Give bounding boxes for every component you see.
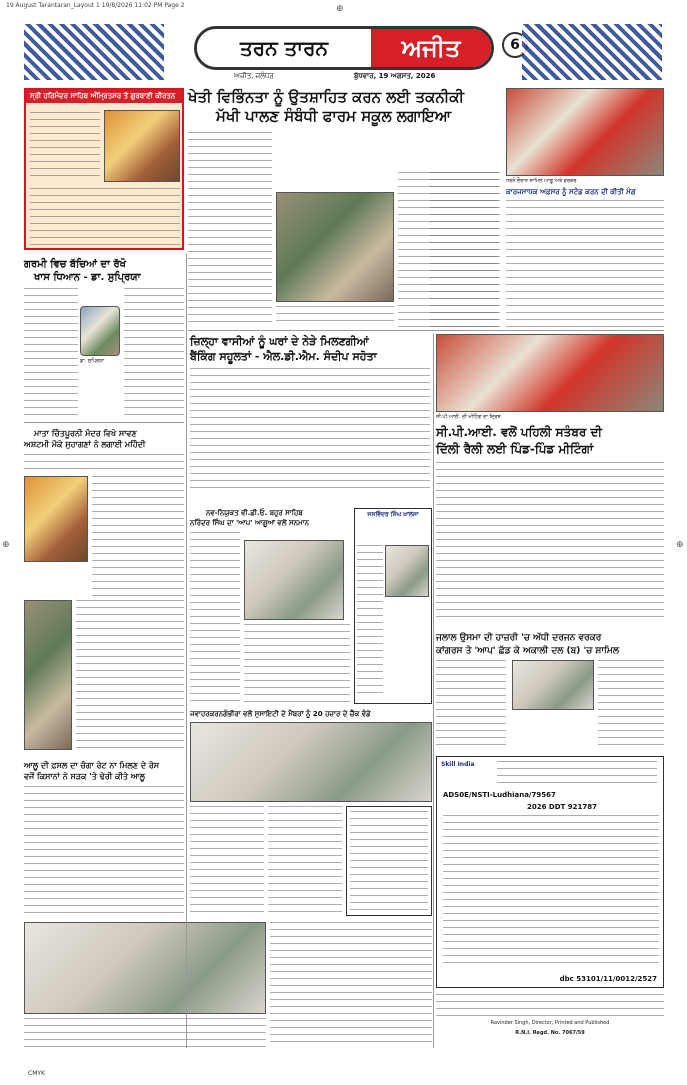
article-6-headline bbox=[436, 632, 664, 658]
mehndi-photo bbox=[24, 476, 88, 562]
article-7-text bbox=[190, 532, 240, 704]
crop-mark-icon: ⊕ bbox=[336, 4, 344, 14]
article-4-text bbox=[190, 368, 430, 488]
akali-joining-photo bbox=[512, 660, 594, 710]
page-info-strip: 19 August Tarantaran_Layout 1 19/8/2026 11:02 PM Page 2 bbox=[6, 2, 185, 9]
obituary-portrait bbox=[385, 545, 429, 597]
crop-mark-icon: ⊕ bbox=[676, 540, 684, 550]
article-9-headline: ਜਵਾਹਰਕਰਨਗੰਭੀਰਾ ਵਲੋਂ ਸੁਸਾਇਟੀ ਦੇ ਮੈਂਬਰਾਂ ਨੂੰ 20 ਹਜ਼ਾਰ ਦੇ ਚੈੱਕ ਵੰਡੇ bbox=[190, 710, 371, 718]
article-5-text bbox=[436, 462, 664, 620]
article-4-headline bbox=[190, 334, 430, 364]
publisher-text bbox=[436, 994, 664, 1016]
article-text bbox=[430, 172, 500, 328]
column-divider bbox=[186, 254, 187, 1048]
publisher-registration: R.N.I. Regd. No. 7067/59 bbox=[515, 1030, 585, 1036]
obituary-text bbox=[357, 545, 383, 695]
ad-text bbox=[30, 188, 180, 246]
article-6-headline-line-2: ਕਾਂਗਰਸ ਤੇ 'ਆਪ' ਛੱਡ ਕੇ ਅਕਾਲੀ ਦਲ (ਬ) 'ਚ ਸ਼ਾਮਿਲ bbox=[436, 646, 619, 656]
article-10-headline-line-1: ਆਲੂ ਦੀ ਫ਼ਸਲ ਦਾ ਚੰਗਾ ਰੇਟ ਨਾ ਮਿਲਣ ਦੇ ਰੋਸ bbox=[24, 761, 160, 770]
article-11-headline: ਕਾਰਜਸਾਧਕ ਅਫ਼ਸਰ ਨੂੰ ਸਟੰਡ ਕਰਨ ਦੀ ਕੀਤੀ ਮੰਗ bbox=[506, 188, 636, 196]
crop-mark-icon: ⊕ bbox=[2, 540, 10, 550]
classified-text bbox=[350, 811, 428, 911]
article-6-headline-line-1: ਜਲਾਲ ਉਸਮਾ ਦੀ ਹਾਜ਼ਰੀ 'ਚ ਅੱਧੀ ਦਰਜਨ ਵਰਕਰ bbox=[436, 633, 602, 643]
page-number: 6 bbox=[502, 32, 528, 58]
vdo-honour-photo bbox=[244, 540, 344, 620]
cheque-distribution-photo bbox=[190, 722, 432, 802]
row-divider bbox=[188, 330, 664, 331]
notice-header-text bbox=[497, 761, 657, 783]
article-10-headline-line-2: ਵਜੋਂ ਕਿਸਾਨਾਂ ਨੇ ਸੜਕ 'ਤੇ ਢੇਰੀ ਕੀਤੇ ਆਲੂ bbox=[24, 772, 145, 781]
doctor-portrait-caption: ਡਾ. ਸੁਪ੍ਰਿਯਾ bbox=[80, 358, 105, 364]
footer-cmyk: CMYK bbox=[28, 1070, 45, 1077]
article-text bbox=[270, 922, 432, 1048]
article-6-text bbox=[436, 660, 506, 750]
article-2-headline-line-2: ਖਾਸ ਧਿਆਨ - ਡਾ. ਸੁਪ੍ਰਿਯਾ bbox=[34, 272, 141, 283]
article-1-headline-line-1: ਖੇਤੀ ਵਿਭਿੰਨਤਾ ਨੂੰ ਉਤਸ਼ਾਹਿਤ ਕਰਨ ਲਈ ਤਕਨੀਕੀ bbox=[188, 88, 465, 106]
notice-body-text bbox=[443, 815, 659, 965]
article-4-headline-line-2: ਬੈਂਕਿੰਗ ਸਹੂਲਤਾਂ - ਐਲ.ਡੀ.ਐਮ. ਸੰਦੀਪ ਸਹੋਤਾ bbox=[190, 350, 377, 363]
masthead bbox=[24, 24, 662, 84]
article-9-text bbox=[268, 806, 342, 916]
road-potatoes-photo bbox=[24, 600, 72, 750]
gurbani-ad-title: ਸ੍ਰੀ ਹਰਿਮੰਦਰ ਸਾਹਿਬ ਅੰਮ੍ਰਿਤਸਰ ਤੋਂ ਗੁਰਬਾਣੀ ਕੀਰਤਨ bbox=[26, 90, 182, 103]
protest-photo bbox=[506, 88, 664, 176]
article-2-text bbox=[24, 288, 78, 416]
notice-date: 2026 DDT 921787 bbox=[527, 803, 597, 811]
cpi-meeting-photo bbox=[436, 334, 664, 412]
article-3-text bbox=[76, 600, 184, 750]
article-4-headline-line-1: ਜ਼ਿਲ੍ਹਾ ਵਾਸੀਆਂ ਨੂੰ ਘਰਾਂ ਦੇ ਨੇੜੇ ਮਿਲਣਗੀਆਂ bbox=[190, 335, 369, 348]
article-5-headline-line-2: ਦਿੱਲੀ ਰੈਲੀ ਲਈ ਪਿੰਡ-ਪਿੰਡ ਮੀਟਿੰਗਾਂ bbox=[436, 442, 594, 456]
protest-photo-caption: ਧਰਨੇ ਦੌਰਾਨ ਸ਼ਾਮਿਲ ਆਗੂ ਅਤੇ ਵਰਕਰ bbox=[506, 178, 577, 184]
article-5-headline-line-1: ਸੀ.ਪੀ.ਆਈ. ਵਲੋਂ ਪਹਿਲੀ ਸਤੰਬਰ ਦੀ bbox=[436, 425, 603, 439]
masthead-date: ਬੁੱਧਵਾਰ, 19 ਅਗਸਤ, 2026 bbox=[354, 72, 436, 80]
article-1-headline-line-2: ਮੱਖੀ ਪਾਲਣ ਸੰਬੰਧੀ ਫਾਰਮ ਸਕੂਲ ਲਗਾਇਆ bbox=[216, 107, 452, 125]
masthead-left-graphic bbox=[24, 24, 164, 80]
skill-india-logo: Skill India bbox=[441, 761, 475, 768]
classified-box bbox=[346, 806, 432, 916]
row-divider bbox=[24, 422, 184, 423]
article-5-headline bbox=[436, 424, 664, 458]
article-10-headline bbox=[24, 760, 184, 782]
ad-text bbox=[30, 112, 100, 182]
masthead-title: ਤਰਨ ਤਾਰਨ bbox=[197, 29, 371, 67]
masthead-right-graphic bbox=[522, 24, 662, 80]
article-1-headline bbox=[188, 88, 498, 126]
article-1-text bbox=[188, 132, 272, 328]
golden-temple-image bbox=[104, 110, 180, 182]
publisher-line: Ravinder Singh, Director, Printed and Published bbox=[490, 1020, 610, 1026]
notice-bottom-code: dbc 53101/11/0012/2527 bbox=[559, 975, 657, 983]
article-2-headline-line-1: ਗਰਮੀ ਵਿਚ ਬੱਚਿਆਂ ਦਾ ਰੱਖੋ bbox=[24, 259, 127, 270]
article-2-text bbox=[124, 288, 184, 416]
masthead-place: ਅਜੀਤ, ਜਲੰਧਰ bbox=[234, 72, 274, 80]
article-3-text bbox=[24, 454, 184, 472]
masthead-brand: ਅਜੀਤ bbox=[371, 29, 491, 67]
notice-code: ADS0E/NSTI-Ludhiana/79567 bbox=[443, 791, 556, 799]
article-7-text bbox=[244, 624, 350, 704]
article-3-text bbox=[92, 476, 184, 596]
article-1-photo bbox=[276, 192, 394, 302]
article-3-headline-line-1: ਮਾਤਾ ਚਿੰਤਪੂਰਨੀ ਮੰਦਰ ਵਿਖੇ ਸਾਵਣ bbox=[34, 429, 137, 438]
skill-india-notice bbox=[436, 756, 664, 988]
article-10-text bbox=[24, 786, 184, 916]
article-9-text bbox=[190, 806, 264, 916]
article-7-headline-line-2: ਨਰਿੰਦਰ ਸਿੰਘ ਦਾ 'ਆਪ' ਆਗੂਆਂ ਵਲੋਂ ਸਨਮਾਨ bbox=[190, 519, 310, 527]
article-3-headline-line-2: ਅਸ਼ਟਮੀ ਮੌਕੇ ਸੁਹਾਗਣਾਂ ਨੇ ਲਗਾਈ ਮਹਿੰਦੀ bbox=[24, 440, 146, 449]
article-6-text bbox=[598, 660, 664, 750]
gurbani-ad bbox=[24, 88, 184, 250]
article-7-headline-line-1: ਨਵ-ਨਿਯੁਕਤ ਵੀ.ਡੀ.ਓ. ਬਹੁਰ ਸਾਹਿਬ bbox=[206, 509, 303, 517]
article-1-text bbox=[276, 306, 394, 326]
doctor-portrait bbox=[80, 306, 120, 356]
article-11-text bbox=[506, 200, 664, 328]
cpi-meeting-caption: ਸੀ.ਪੀ.ਆਈ. ਦੀ ਮੀਟਿੰਗ ਦਾ ਦ੍ਰਿਸ਼ bbox=[436, 414, 501, 420]
masthead-title-pill bbox=[194, 26, 494, 70]
article-8-headline: ਜਸਵਿੰਦਰ ਸਿੰਘ ਖ਼ਾਲਸਾ bbox=[367, 511, 419, 518]
article-3-headline bbox=[24, 428, 184, 450]
article-2-headline bbox=[24, 258, 184, 284]
obituary-box bbox=[354, 508, 432, 704]
article-7-headline bbox=[190, 508, 350, 528]
bottom-caption-text bbox=[24, 1018, 266, 1048]
bottom-group-photo bbox=[24, 922, 266, 1014]
column-divider bbox=[433, 334, 434, 1048]
